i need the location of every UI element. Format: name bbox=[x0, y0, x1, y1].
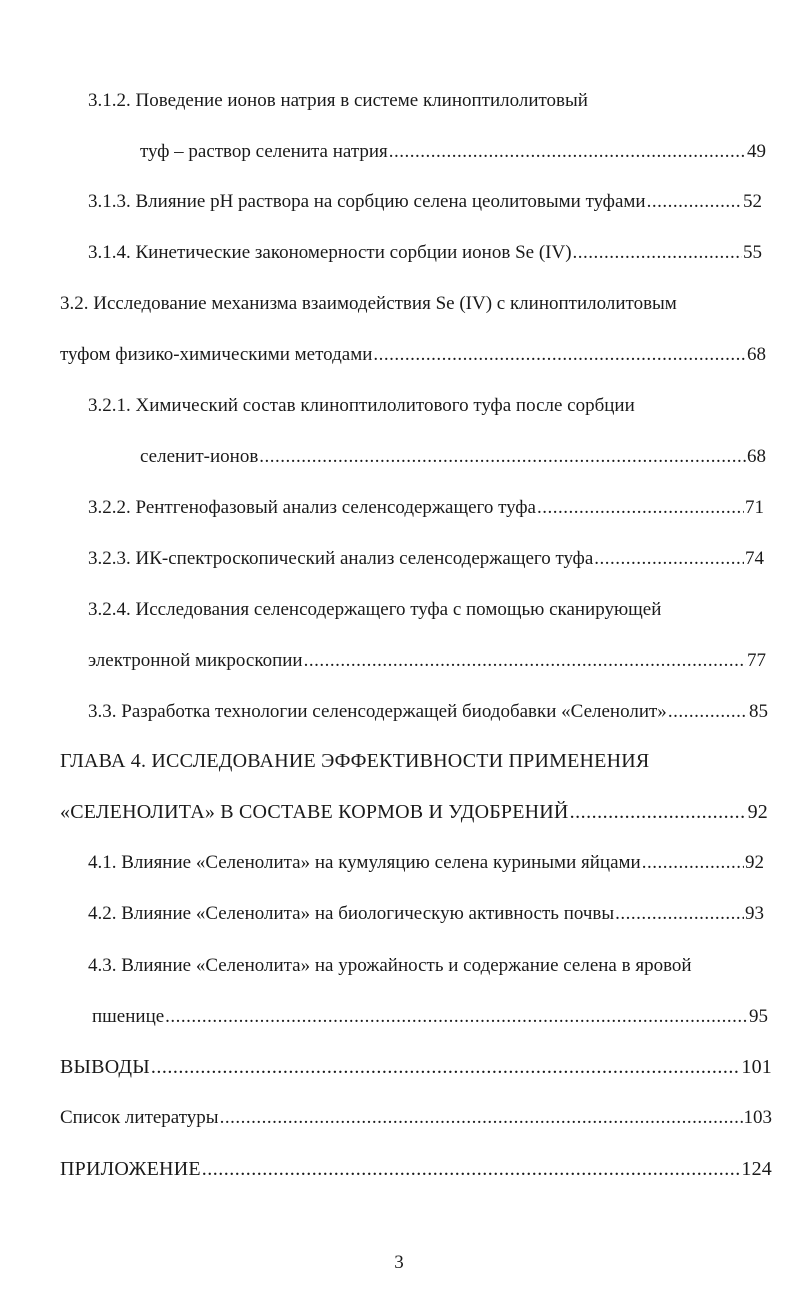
dot-leader bbox=[389, 137, 746, 167]
toc-3-2-1-title: 3.2.1. Химический состав клиноптилолитового туфа после сорбции bbox=[88, 395, 635, 416]
toc-3-1-4-title: 3.1.4. Кинетические закономерности сорбции ионов Se (IV) bbox=[88, 242, 572, 263]
dot-leader bbox=[537, 493, 744, 523]
toc-4-2-entry bbox=[88, 899, 764, 929]
dot-leader bbox=[259, 442, 746, 472]
dot-leader bbox=[573, 238, 742, 268]
toc-page-number: 52 bbox=[743, 191, 762, 212]
toc-3-2-entry bbox=[60, 340, 766, 370]
toc-page-number: 74 bbox=[745, 548, 764, 569]
toc-chapter-4-title: ГЛАВА 4. ИССЛЕДОВАНИЕ ЭФФЕКТИВНОСТИ ПРИМЕНЕНИЯ bbox=[60, 750, 650, 772]
toc-3-2-title: 3.2. Исследование механизма взаимодействия Se (IV) с клиноптилолитовым bbox=[60, 293, 677, 314]
dot-leader bbox=[373, 340, 746, 370]
toc-page-number: 92 bbox=[747, 801, 768, 823]
toc-page-number: 95 bbox=[749, 1006, 768, 1027]
toc-3-2-title-cont: туфом физико-химическими методами bbox=[60, 344, 373, 365]
dot-leader bbox=[594, 544, 744, 574]
toc-4-1-entry bbox=[88, 848, 764, 878]
toc-3-1-3-entry bbox=[88, 187, 762, 217]
dot-leader bbox=[202, 1154, 741, 1184]
toc-conclusions-title: ВЫВОДЫ bbox=[60, 1056, 150, 1078]
dot-leader bbox=[668, 697, 748, 727]
toc-3-2-1-entry bbox=[140, 442, 766, 472]
toc-3-1-2-title: 3.1.2. Поведение ионов натрия в системе клиноптилолитовый bbox=[88, 90, 588, 111]
toc-chapter-4-title-cont: «СЕЛЕНОЛИТА» В СОСТАВЕ КОРМОВ И УДОБРЕНИЙ bbox=[60, 801, 569, 823]
toc-page-number: 93 bbox=[745, 903, 764, 924]
toc-3-2-1-title-cont: селенит-ионов bbox=[140, 446, 259, 467]
toc-conclusions-entry bbox=[60, 1052, 772, 1082]
toc-4-2-title: 4.2. Влияние «Селенолита» на биологическую активность почвы bbox=[88, 903, 615, 924]
toc-3-1-4-entry bbox=[88, 238, 762, 268]
toc-page-number: 92 bbox=[745, 852, 764, 873]
toc-page-number: 124 bbox=[741, 1158, 772, 1180]
toc-3-2-2-entry bbox=[88, 493, 764, 523]
toc-appendix-title: ПРИЛОЖЕНИЕ bbox=[60, 1158, 201, 1180]
toc-3-2-2-title: 3.2.2. Рентгенофазовый анализ селенсодержащего туфа bbox=[88, 497, 536, 518]
toc-page-number: 77 bbox=[747, 650, 766, 671]
toc-3-2-3-entry bbox=[88, 544, 764, 574]
dot-leader bbox=[304, 646, 746, 676]
toc-3-1-3-title: 3.1.3. Влияние pH раствора на сорбцию селена цеолитовыми туфами bbox=[88, 191, 646, 212]
toc-3-2-4-entry bbox=[88, 646, 766, 676]
toc-page-number: 103 bbox=[743, 1107, 772, 1128]
toc-page-number: 85 bbox=[749, 701, 768, 722]
toc-references-title: Список литературы bbox=[60, 1107, 219, 1128]
toc-page-number: 68 bbox=[747, 446, 766, 467]
toc-page-number: 49 bbox=[747, 141, 766, 162]
toc-page-number: 68 bbox=[747, 344, 766, 365]
toc-4-3-title-cont: пшенице bbox=[92, 1006, 165, 1027]
dot-leader bbox=[151, 1052, 741, 1082]
toc-page-number: 101 bbox=[741, 1056, 772, 1078]
dot-leader bbox=[165, 1002, 748, 1032]
toc-references-entry bbox=[60, 1103, 772, 1133]
toc-3-1-2-title-cont: туф – раствор селенита натрия bbox=[140, 141, 388, 162]
toc-3-1-2-entry bbox=[140, 137, 766, 167]
toc-3-3-entry bbox=[88, 697, 768, 727]
dot-leader bbox=[220, 1103, 743, 1133]
toc-4-3-entry bbox=[92, 1002, 768, 1032]
toc-3-2-3-title: 3.2.3. ИК-спектроскопический анализ селенсодержащего туфа bbox=[88, 548, 594, 569]
toc-4-1-title: 4.1. Влияние «Селенолита» на кумуляцию селена куриными яйцами bbox=[88, 852, 641, 873]
toc-page-number: 55 bbox=[743, 242, 762, 263]
dot-leader bbox=[570, 797, 747, 827]
toc-4-3-title: 4.3. Влияние «Селенолита» на урожайность и содержание селена в яровой bbox=[88, 955, 692, 976]
toc-chapter-4-entry bbox=[60, 797, 768, 827]
toc-appendix-entry bbox=[60, 1154, 772, 1184]
toc-3-2-4-title: 3.2.4. Исследования селенсодержащего туфа с помощью сканирующей bbox=[88, 599, 662, 620]
toc-page-number: 71 bbox=[745, 497, 764, 518]
page-number: 3 bbox=[394, 1252, 404, 1273]
dot-leader bbox=[642, 848, 744, 878]
dot-leader bbox=[647, 187, 742, 217]
toc-3-2-4-title-cont: электронной микроскопии bbox=[88, 650, 303, 671]
toc-3-3-title: 3.3. Разработка технологии селенсодержащей биодобавки «Селенолит» bbox=[88, 701, 667, 722]
dot-leader bbox=[615, 899, 744, 929]
